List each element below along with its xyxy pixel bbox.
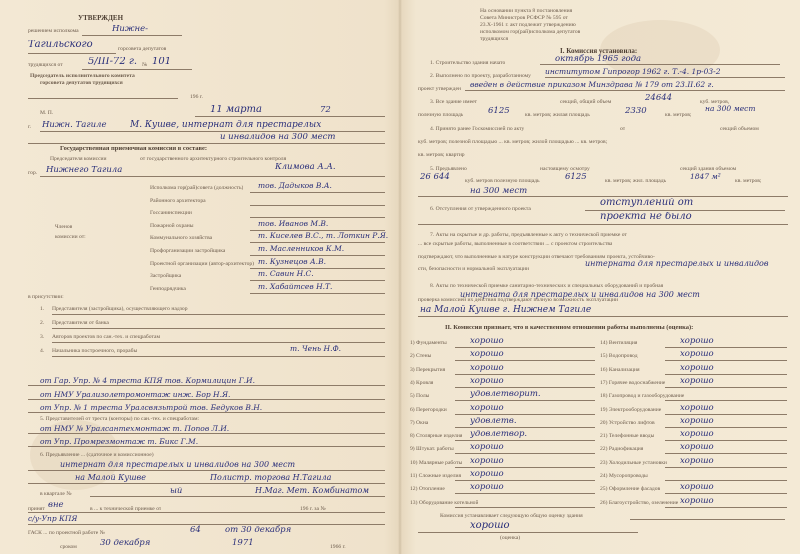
- rule: [28, 399, 385, 400]
- rule: [455, 400, 595, 401]
- quality-item-label: 13) Оборудование котельной: [410, 499, 479, 506]
- quality-item-label: 16) Канализация: [600, 366, 640, 373]
- approve-title: УТВЕРЖДЕН: [78, 14, 124, 22]
- quality-item-label: 8) Столярные изделия: [410, 433, 463, 440]
- s1-8: 8. Акты по технической приемке санитарно-технических и специальных оборудований и пробная: [430, 283, 664, 289]
- rule: [195, 116, 385, 117]
- rule: [630, 519, 785, 520]
- s1-3-hw: 24644: [645, 93, 673, 103]
- member-role: Госсанинспекции: [150, 210, 192, 217]
- quality-item-hw: хорошо: [680, 375, 714, 386]
- gask-no: 64: [190, 525, 201, 535]
- rule: [28, 98, 178, 99]
- member-name-hw: тов. Дадыков В.А.: [258, 181, 332, 190]
- s1-5g-hw: на 300 мест: [470, 186, 528, 196]
- extra-hw-3: от Упр. № 1 треста Уралсвязьтрой тов. Бедуков В.Н.: [40, 403, 263, 412]
- s1-5: 5. Предъявлено: [430, 166, 467, 172]
- quality-item-hw: хорошо: [470, 402, 504, 413]
- quality-item-label: 10) Малярные работы: [410, 459, 463, 466]
- quality-item-hw: хорошо: [680, 402, 714, 413]
- quality-item-label: 11) Сложные изделия: [410, 473, 462, 479]
- s1-1-hw: октябрь 1965 года: [555, 54, 642, 64]
- s1-3f-hw: на 300 мест: [705, 104, 756, 113]
- rule: [28, 412, 385, 413]
- gask-from-hw: от 30 декабря: [225, 525, 292, 535]
- rule: [665, 453, 787, 454]
- item6-hw3: Полистр. торгова Н.Тагила: [210, 473, 332, 482]
- present-item-number: 4.: [40, 348, 45, 354]
- s1-8b: проверка комиссией их действия подтверждают полную возможность эксплуатации: [418, 297, 619, 303]
- quarter-label: в квартале №: [40, 491, 72, 497]
- rule: [455, 374, 595, 375]
- accepted-hw: вне: [48, 500, 64, 510]
- chair-city-hw: Нижнего Тагила: [46, 165, 123, 175]
- present-item-hw: т. Чень Н.Ф.: [290, 344, 342, 353]
- quality-item-label: 23) Холодильные установки: [600, 459, 667, 466]
- quality-item-hw: хорошо: [680, 455, 714, 466]
- present-item-label: Авторов проектов по сан.-тех. и спецработам: [52, 334, 160, 340]
- quality-item-label: 7) Окна: [410, 419, 429, 426]
- city-label: г.: [28, 124, 32, 130]
- quality-item-hw: хорошо: [680, 442, 714, 453]
- city-hw: Нижн. Тагиле: [42, 120, 107, 130]
- quality-item-hw: хорошо: [470, 442, 504, 453]
- item5-hw-1: от НМУ № Уралсантехмонтаж т. Попов Л.И.: [40, 424, 230, 433]
- rule: [455, 507, 595, 508]
- rule: [52, 314, 385, 315]
- member-role: Коммунального хозяйства: [150, 235, 213, 242]
- s1-3f: кв. метров;: [665, 112, 692, 118]
- member-role: Районного архитектора: [150, 197, 206, 204]
- quality-item-label: 17) Горячее водоснабжение: [600, 379, 666, 386]
- rule: [665, 400, 787, 401]
- quality-item-hw: хорошо: [680, 415, 714, 426]
- s1-7d: сти, безопасности и нормальной эксплуатации: [418, 266, 529, 272]
- member-role: Генподрядчика: [150, 285, 186, 292]
- approve-year: 196 г.: [190, 94, 203, 100]
- quality-item-label: 19) Электрооборудование: [600, 406, 662, 413]
- member-role: Проектной организации (автор-архитектор): [150, 260, 255, 267]
- quality-item-label: 26) Благоустройство, озеленение: [600, 499, 679, 506]
- commission-title: Государственная приемочная комиссия в составе:: [60, 145, 208, 152]
- approve-no-label: №: [142, 62, 148, 68]
- head-top: На основании пункта 8 постановления: [480, 8, 573, 14]
- head-line-3: исполкомом гор(рай)исполкома депутатов: [480, 29, 581, 35]
- rule: [28, 524, 385, 525]
- approve-chair1: Председатель исполнительного комитета: [30, 73, 135, 79]
- object-hw2: и инвалидов на 300 мест: [220, 132, 336, 142]
- s1-3: 3. Все здание имеет: [430, 99, 478, 105]
- quality-item-label: 20) Устройство лифтов: [600, 419, 655, 426]
- chair-label: Председателя комиссии: [50, 156, 107, 162]
- rule: [418, 196, 788, 197]
- present-item-number: 3.: [40, 334, 45, 340]
- member-name-hw: т. Киселев В.С., т. Лоткин Р.Я.: [258, 231, 389, 241]
- item6-hw2: на Малой Кушве: [75, 473, 146, 482]
- item5-label: 5. Представителей от треста (конторы) по сан.-тех. и спецработам:: [40, 416, 200, 422]
- members-label: Членов: [55, 224, 73, 230]
- chair-city-label: гор.: [28, 170, 38, 176]
- quality-item-hw: хорошо: [470, 336, 504, 346]
- member-role: Застройщика: [150, 273, 182, 280]
- rule: [665, 414, 787, 415]
- item6-label: 6. Предъявление ... (сдаточное и комиссионное): [40, 452, 154, 458]
- rule: [455, 440, 595, 441]
- rule: [455, 427, 595, 428]
- final-hw: хорошо: [470, 521, 510, 531]
- rule: [540, 64, 780, 65]
- rule: [28, 385, 385, 386]
- quality-item-label: 18) Газопровод и газооборудование: [600, 393, 685, 400]
- quality-item-label: 25) Оформление фасадов: [600, 486, 661, 493]
- rule: [28, 470, 385, 471]
- rule: [250, 293, 385, 294]
- rule: [82, 35, 182, 36]
- head-line-4: трудящихся: [480, 36, 509, 42]
- quality-item-hw: хорошо: [680, 495, 714, 506]
- s1-6-hw2: проекта не было: [600, 212, 692, 222]
- s1-5b: настоящему осмотру: [540, 166, 590, 172]
- quality-item-hw: хорошо: [470, 349, 504, 360]
- quality-item-hw: удовлетворит.: [470, 389, 541, 400]
- quality-item-hw: хорошо: [470, 455, 504, 466]
- rule: [665, 480, 787, 481]
- quality-item-hw: хорошо: [680, 482, 714, 493]
- quality-item-label: 14) Вентиляция: [600, 340, 638, 346]
- rule: [455, 360, 595, 361]
- s1-4: 4. Принято ранее Госкомиссией по акту: [430, 126, 525, 132]
- rule: [455, 347, 595, 348]
- rule: [545, 77, 785, 78]
- rule: [52, 328, 385, 329]
- rule: [665, 493, 787, 494]
- s1-4d: куб. метров; полезной площадью ... кв. метров; жилой площадью ... кв. метров;: [418, 139, 608, 145]
- members-label2: комиссии от:: [55, 234, 86, 240]
- s1-5d: куб. метров полезную площадь: [465, 178, 540, 184]
- s1-4b: от: [620, 126, 626, 132]
- member-name-hw: т. Кузнецов А.В.: [258, 256, 326, 266]
- term-year: 1971: [232, 538, 254, 548]
- member-name-hw: тов. Иванов М.В.: [258, 218, 329, 228]
- quality-item-label: 21) Телефонные вводы: [600, 433, 655, 440]
- tech-year: 196 г. за №: [300, 506, 326, 512]
- section1-title: I. Комиссия установила:: [560, 47, 638, 55]
- s1-6-hw: отступлений от: [600, 198, 694, 208]
- rule: [455, 414, 595, 415]
- quarter-hw: ый: [170, 486, 183, 496]
- quality-item-hw: хорошо: [680, 362, 714, 373]
- s1-7c: подтверждают, что выполненные в натуре конструкции отвечают требованиям проекта, устойчиво-: [418, 254, 655, 260]
- s1-5d-hw: 6125: [565, 172, 587, 182]
- term-hw: 30 декабря: [100, 538, 151, 548]
- rule: [665, 374, 787, 375]
- s1-2b-hw: введен в действие приказом Минздрава № 179 от 23.II.62 г.: [470, 80, 714, 89]
- s1-2b: проект утвержден: [418, 86, 461, 92]
- rule: [665, 347, 787, 348]
- present-item-number: 1.: [40, 306, 45, 312]
- quality-item-label: 9) Штукат. работы: [410, 446, 454, 453]
- quality-item-hw: хорошо: [680, 429, 714, 440]
- rule: [585, 210, 785, 211]
- member-role: Профорганизации застройщика: [150, 248, 226, 254]
- gask-label: ГАСК ... по проектной работе №: [28, 530, 105, 536]
- rule: [52, 356, 385, 357]
- member-name-hw: т. Хабайтсев Н.Т.: [258, 281, 333, 291]
- rule: [665, 360, 787, 361]
- chair-org: от государственного архитектурного строительного контроля: [140, 156, 287, 162]
- head-line-1: Совета Министров РСФСР № 595 от: [480, 15, 568, 21]
- item5-hw-2: от Упр. Промрезмонтаж т. Бикс Г.М.: [40, 437, 199, 446]
- approve-no-hw: 101: [152, 57, 172, 67]
- present-label: в присутствии:: [28, 294, 64, 300]
- year-hw: 72: [320, 105, 331, 115]
- quality-item-label: 6) Перегородки: [410, 406, 447, 413]
- s1-3d-hw: 6125: [488, 106, 510, 116]
- quality-item-label: 2) Стены: [410, 353, 432, 360]
- rule: [665, 507, 787, 508]
- quality-item-hw: хорошо: [470, 375, 504, 386]
- s1-3c: куб. метров,: [700, 99, 730, 105]
- builder-hw: Н.Маг. Мет. Комбинатом: [255, 486, 369, 495]
- s1-3e: кв. метров; жилая площадь: [525, 112, 590, 118]
- rule: [455, 387, 595, 388]
- rule: [90, 496, 385, 497]
- present-item-label: Представителя от банка: [52, 320, 109, 326]
- s1-2: 2. Выполнено по проекту, разработанному: [430, 73, 531, 79]
- rule: [28, 53, 116, 54]
- chair-name-hw: Климова А.А.: [275, 162, 336, 172]
- quality-item-hw: хорошо: [470, 469, 504, 479]
- extra-hw-2: от НМУ Урализолетромонтаж инж. Бор Н.Я.: [40, 390, 231, 399]
- approve-date-hw: 5/III-72 г.: [88, 57, 138, 67]
- section2-title: II. Комиссия признает, что в качественном отношении работы выполнены (оценка):: [445, 324, 694, 331]
- rule: [665, 387, 787, 388]
- s1-2-hw: институтом Гипрогор 1962 г. Т.-4. 1р-03-2: [545, 67, 721, 76]
- rule: [28, 483, 385, 484]
- quality-item-label: 1) Фундаменты: [410, 340, 447, 346]
- quality-item-hw: удовлетвор.: [470, 429, 528, 440]
- present-item-label: Начальника построечного, прорабы: [52, 348, 138, 354]
- s1-7: 7. Акты на скрытые и др. работы, предъявленные к акту о технической приемке от: [430, 232, 627, 238]
- quality-item-hw: хорошо: [470, 482, 504, 493]
- quality-item-label: 24) Мусоропроводы: [600, 473, 648, 479]
- quality-item-hw: хорошо: [680, 336, 714, 346]
- rule: [455, 453, 595, 454]
- s1-3d: полезную площадь: [418, 112, 464, 118]
- rule: [418, 316, 788, 317]
- s1-5-hw: 26 644: [420, 172, 450, 182]
- term-label: сроком: [60, 544, 77, 550]
- rule: [28, 446, 385, 447]
- approve-city-hw: Тагильского: [28, 40, 93, 50]
- s1-6: 6. Отступления от утвержденного проекта: [430, 206, 531, 212]
- s1-3b: секций, общий объем: [560, 99, 612, 105]
- rule: [418, 224, 788, 225]
- rule: [665, 427, 787, 428]
- date-hw: 11 марта: [210, 105, 263, 115]
- term-suffix: 1966 г.: [330, 544, 346, 550]
- s1-8-hw: интерната для престарелых и инвалидов на 300 мест: [460, 290, 700, 299]
- rule: [455, 467, 595, 468]
- member-role: Пожарной охраны: [150, 222, 194, 229]
- rule: [82, 69, 192, 70]
- head-line-2: 23.Х-1961 г. акт подлежит утверждению: [480, 22, 576, 28]
- quality-item-hw: хорошо: [470, 362, 504, 373]
- rule: [665, 440, 787, 441]
- quality-item-label: 3) Перекрытия: [410, 366, 446, 373]
- quality-item-hw: хорошо: [680, 349, 714, 360]
- s1-5c: секций здания объемом: [680, 166, 737, 172]
- s1-7-hw: интерната для престарелых и инвалидов: [585, 259, 769, 268]
- rule: [455, 493, 595, 494]
- approve-chair2: горсовета депутатов трудящихся: [40, 80, 123, 86]
- member-name-hw: т. Савин Н.С.: [258, 269, 314, 279]
- quality-item-label: 4) Кровля: [410, 379, 434, 386]
- rule: [28, 433, 385, 434]
- s1-1: 1. Строительство здания начато: [430, 60, 506, 66]
- approve-decision-hw: Нижне-: [112, 24, 149, 34]
- rule: [250, 205, 385, 206]
- rule: [40, 176, 385, 177]
- approve-council: горсовета депутатов: [118, 46, 167, 52]
- present-item-label: Представителя (застройщика), осуществляющего надзор: [52, 306, 188, 312]
- s1-5e-hw: 1847 м²: [690, 172, 721, 181]
- accepted-label: принят: [28, 506, 45, 512]
- approve-workers: трудящихся от: [28, 62, 63, 68]
- quality-item-label: 5) Полы: [410, 393, 430, 400]
- member-name-hw: т. Масленников К.М.: [258, 244, 345, 253]
- quality-item-label: 12) Отопление: [410, 486, 445, 493]
- s1-3e-hw: 2330: [625, 106, 647, 116]
- page-fold: [398, 0, 402, 554]
- final-label: Комиссия устанавливает следующую общую оценку здания: [440, 513, 583, 519]
- quality-item-hw: удовлетв.: [470, 415, 517, 426]
- plan-hw: с/у-Упр КПЯ: [28, 514, 78, 523]
- item6-hw: интернат для престарелых и инвалидов на 300 мест: [60, 460, 296, 469]
- s1-4c: секций объемом: [720, 126, 759, 132]
- approve-decision-prefix: решением исполкома: [28, 28, 79, 34]
- final-note: (оценка): [500, 535, 521, 541]
- rule: [52, 342, 385, 343]
- present-item-number: 2.: [40, 320, 45, 326]
- rule: [455, 480, 595, 481]
- s1-4e: кв. метров; квартир: [418, 152, 465, 158]
- rule: [418, 532, 638, 533]
- member-role: Исполкома гор(рай)совета (должность): [150, 185, 244, 191]
- s1-7b: ... все скрытые работы, выполненные в соответствии ... с проектом строительства: [418, 241, 613, 247]
- quality-item-label: 22) Радиофикация: [600, 446, 644, 453]
- object-hw: М. Кушве, интернат для престарелых: [130, 120, 322, 130]
- s1-5e: кв. метров; жил. площадь: [605, 178, 667, 184]
- s1-8-hw2: на Малой Кушве г. Нижнем Тагиле: [420, 305, 592, 315]
- approve-mp: М. П.: [40, 110, 54, 116]
- quality-item-label: 15) Водопровод: [600, 353, 638, 360]
- rule: [465, 90, 785, 91]
- s1-5f: кв. метров;: [735, 178, 762, 184]
- rule: [28, 512, 385, 513]
- extra-hw-1: от Гар. Упр. № 4 треста КПЯ тов. Кормилицин Г.И.: [40, 376, 255, 385]
- rule: [250, 192, 385, 193]
- rule: [665, 467, 787, 468]
- tech-label: в ... к технической приемке от: [90, 506, 162, 512]
